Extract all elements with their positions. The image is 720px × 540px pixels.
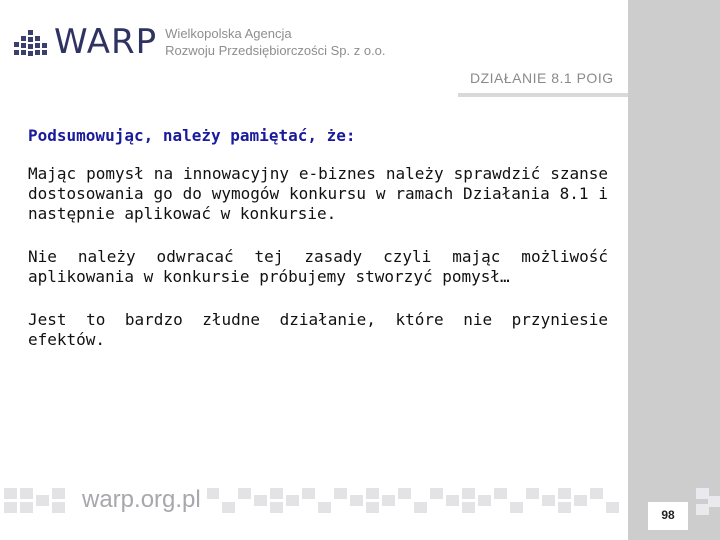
paragraph-1: Mając pomysł na innowacyjny e-biznes należy sprawdzić szanse dostosowania go do wymogów konkursu w ramach Działania 8.1 i następnie aplikować w konkursie.	[28, 164, 608, 223]
paragraph-2: Nie należy odwracać tej zasady czyli mając możliwość aplikowania w konkursie próbujemy stworzyć pomysł…	[28, 247, 608, 286]
page-number: 98	[661, 508, 675, 522]
slide-heading: Podsumowując, należy pamiętać, że:	[28, 126, 356, 145]
slide-content	[28, 126, 608, 373]
header-label: DZIAŁANIE 8.1 POIG	[470, 70, 614, 86]
logo-squares-icon	[14, 28, 52, 60]
right-decorative-band	[628, 0, 720, 540]
header-divider	[458, 93, 628, 97]
logo-wordmark: WARP	[54, 22, 158, 62]
page-number-box	[648, 502, 688, 530]
footer-url: warp.org.pl	[76, 486, 207, 514]
logo-subtitle-line1: Wielkopolska Agencja	[165, 26, 292, 41]
logo-subtitle-line2: Rozwoju Przedsiębiorczości Sp. z o.o.	[165, 43, 386, 58]
warp-logo	[14, 22, 386, 62]
paragraph-3: Jest to bardzo złudne działanie, które nie przyniesie efektów.	[28, 310, 608, 349]
logo-subtitle	[165, 25, 385, 59]
